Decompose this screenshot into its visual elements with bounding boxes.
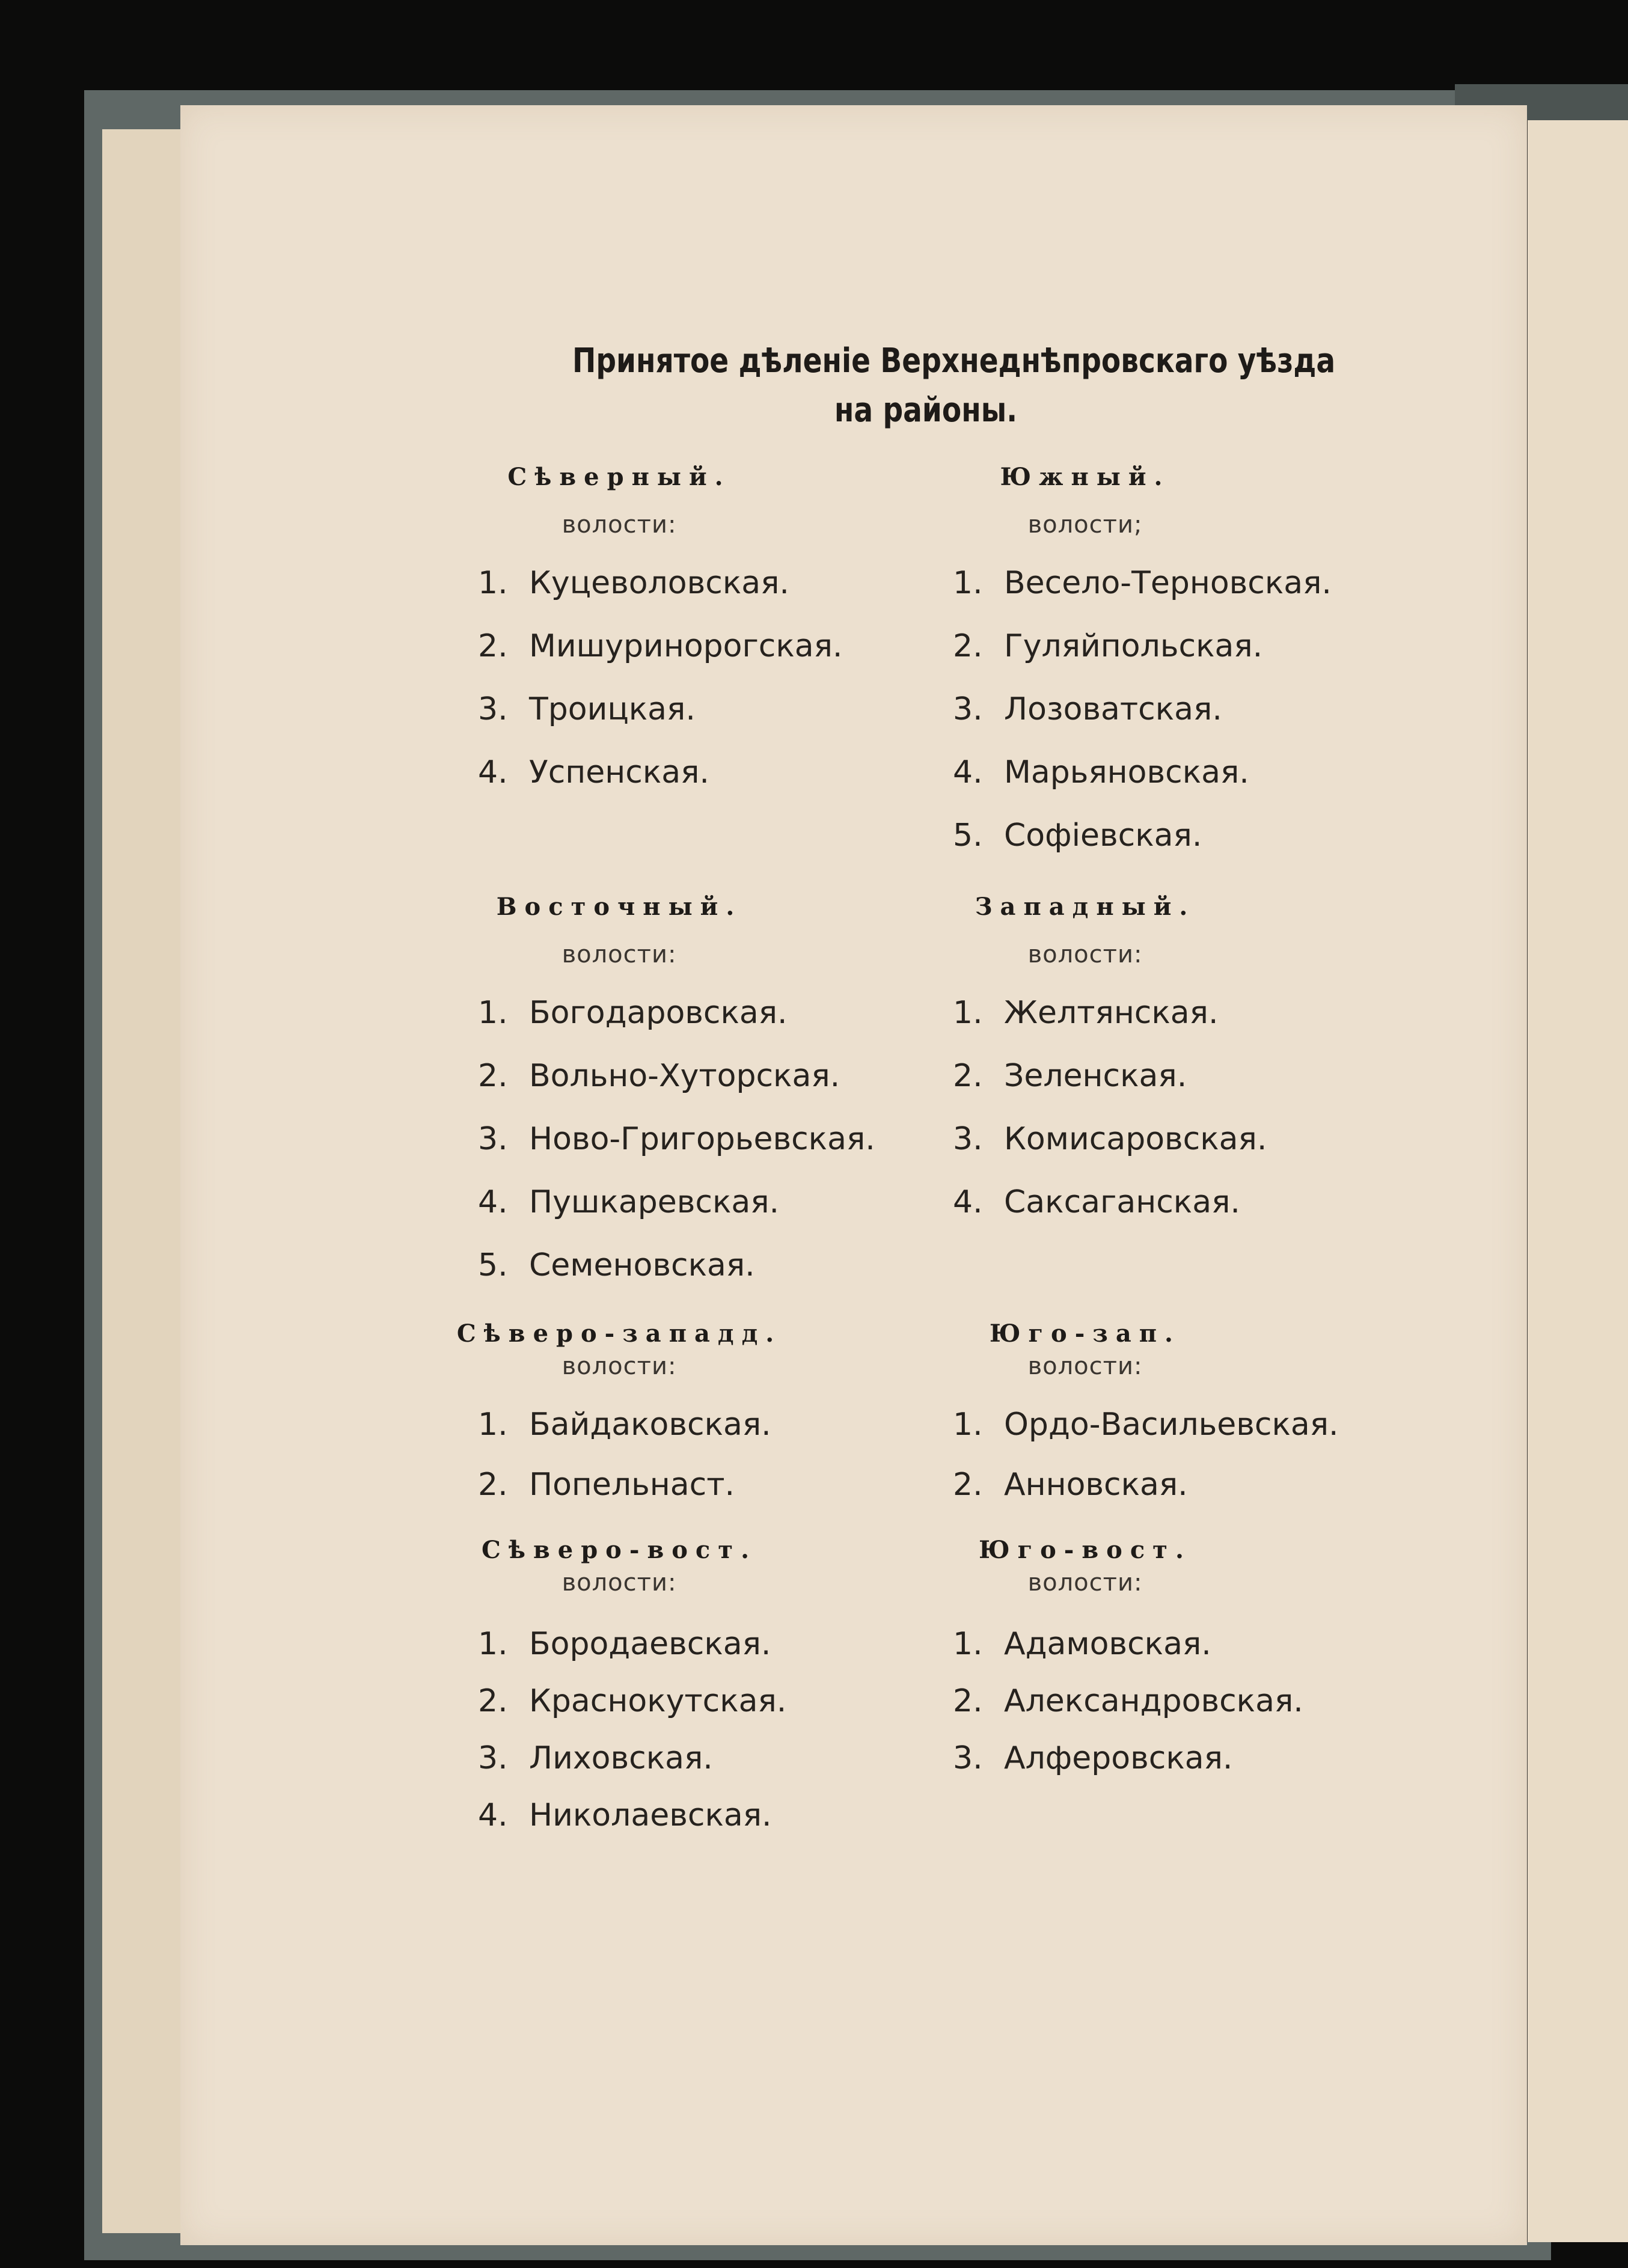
- district-sub-southwest: волости:: [1027, 1353, 1143, 1380]
- list-item: 4. Марьяновская.: [953, 754, 1249, 790]
- list-item: 1. Адамовская.: [953, 1626, 1211, 1662]
- district-heading-northwest: Сѣверо-западд.: [456, 1319, 782, 1348]
- list-item: 4. Николаевская.: [478, 1797, 772, 1833]
- list-item: 4. Успенская.: [478, 754, 709, 790]
- district-sub-northwest: волости:: [562, 1353, 677, 1380]
- district-heading-south: Южный.: [1000, 463, 1171, 491]
- list-item: 2. Анновская.: [953, 1467, 1188, 1503]
- list-item: 1. Бородаевская.: [478, 1626, 771, 1662]
- list-item: 4. Саксаганская.: [953, 1184, 1240, 1220]
- next-page-edge: [1524, 120, 1628, 2242]
- district-heading-west: Западный.: [975, 893, 1196, 921]
- list-item: 5. Софіевская.: [953, 818, 1202, 854]
- district-heading-southeast: Юго-вост.: [979, 1536, 1192, 1564]
- district-heading-north: Сѣверный.: [507, 463, 731, 491]
- list-item: 2. Зеленская.: [953, 1058, 1187, 1094]
- list-item: 2. Краснокутская.: [478, 1683, 787, 1719]
- district-sub-north: волости:: [562, 511, 677, 539]
- district-sub-south: волости;: [1027, 511, 1143, 539]
- page-edge: [102, 129, 183, 2233]
- district-heading-southwest: Юго-зап.: [990, 1319, 1181, 1348]
- list-item: 2. Вольно-Хуторская.: [478, 1058, 840, 1094]
- list-item: 3. Комисаровская.: [953, 1121, 1267, 1157]
- list-item: 3. Лозоватская.: [953, 691, 1222, 727]
- title-line-2: на районы.: [834, 391, 1018, 430]
- district-sub-southeast: волости:: [1027, 1569, 1143, 1597]
- list-item: 5. Семеновская.: [478, 1247, 755, 1283]
- district-heading-east: Восточный.: [496, 893, 742, 921]
- list-item: 1. Ордо-Васильевская.: [953, 1407, 1339, 1443]
- page-title: [572, 337, 1336, 435]
- list-item: 2. Александровская.: [953, 1683, 1303, 1719]
- list-item: 3. Ново-Григорьевская.: [478, 1121, 875, 1157]
- list-item: 1. Байдаковская.: [478, 1407, 771, 1443]
- list-item: 1. Богодаровская.: [478, 995, 788, 1031]
- list-item: 2. Гуляйпольская.: [953, 628, 1263, 664]
- list-item: 3. Троицкая.: [478, 691, 696, 727]
- list-item: 4. Пушкаревская.: [478, 1184, 780, 1220]
- list-item: 1. Куцеволовская.: [478, 565, 789, 601]
- district-sub-northeast: волости:: [562, 1569, 677, 1597]
- district-sub-west: волости:: [1027, 941, 1143, 968]
- district-sub-east: волости:: [562, 941, 677, 968]
- list-item: 3. Лиховская.: [478, 1740, 713, 1776]
- district-heading-northeast: Сѣверо-вост.: [482, 1536, 757, 1564]
- title-line-1: Принятое дѣленіе Верхнеднѣпровскаго уѣзда: [572, 341, 1336, 381]
- list-item: 2. Мишуринорогская.: [478, 628, 843, 664]
- list-item: 1. Желтянская.: [953, 995, 1219, 1031]
- list-item: 3. Алферовская.: [953, 1740, 1233, 1776]
- list-item: 1. Весело-Терновская.: [953, 565, 1332, 601]
- list-item: 2. Попельнаст.: [478, 1467, 735, 1503]
